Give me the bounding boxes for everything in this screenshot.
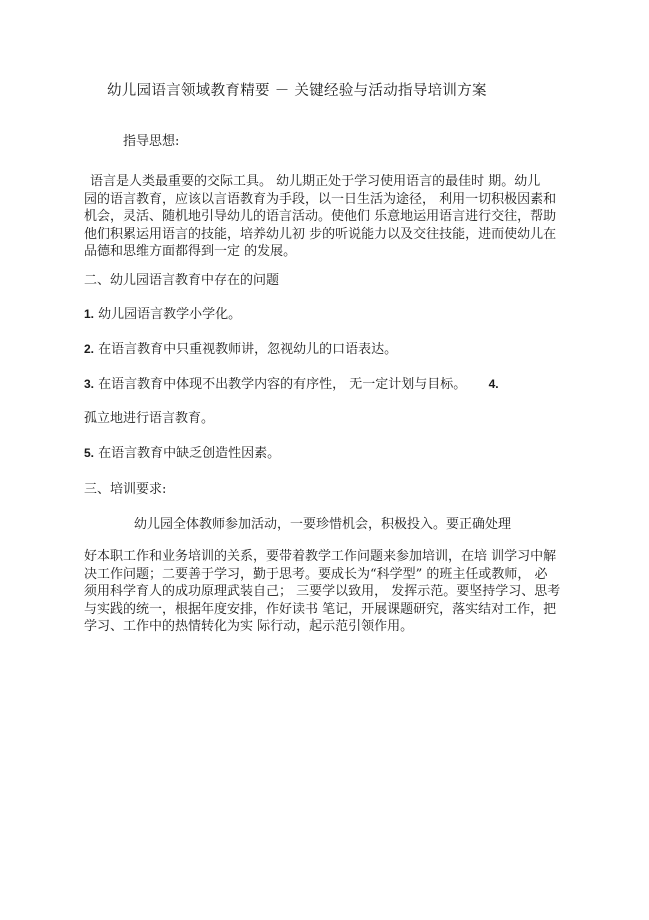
training-paragraph-line-5: 学习、工作中的热情转化为实 际行动，起示范引领作用。 <box>84 619 414 635</box>
guiding-paragraph-line-1: 语言是人类最重要的交际工具。 幼儿期正处于学习使用语言的最佳时 期。幼儿 <box>90 174 541 189</box>
problem-number: 3. <box>84 377 95 391</box>
problem-text: 幼儿园语言教学小学化。 <box>98 307 242 322</box>
training-paragraph-line-2: 决工作问题；二要善于学习，勤于思考。要成长为“科学型” 的班主任或教师， 必 <box>84 566 548 582</box>
training-intro: 幼儿园全体教师参加活动，一要珍惜机会，积极投入。要正确处理 <box>134 517 512 532</box>
problem-number: 1. <box>84 307 95 321</box>
training-paragraph-line-1: 好本职工作和业务培训的关系，要带着教学工作问题来参加培训，在培 训学习中解 <box>84 549 557 564</box>
training-paragraph-line-4: 与实践的统一，根据年度安排，作好读书 笔记，开展课题研究，落实结对工作，把 <box>84 601 557 617</box>
guiding-paragraph-line-2: 园的语言教育，应该以言语教育为手段，以一日生活为途径， 利用一切积极因素和 <box>84 191 557 207</box>
problem-text: 在语言教育中体现不出教学内容的有序性， 无一定计划与目标。 <box>98 377 467 392</box>
section-3-heading: 三、培训要求: <box>84 482 167 497</box>
guiding-paragraph-line-4: 他们积累运用语言的技能，培养幼儿初 步的听说能力以及交往技能，进而使幼儿在 <box>84 226 557 242</box>
guiding-paragraph-line-3: 机会，灵活、随机地引导幼儿的语言活动。使他们 乐意地运用语言进行交往，帮助 <box>84 209 557 225</box>
problem-number-4: 4. <box>488 377 499 391</box>
page-title: 幼儿园语言领域教育精要 － 关键经验与活动指导培训方案 <box>107 83 487 99</box>
problem-item-4-text: 孤立地进行语言教育。 <box>84 411 215 426</box>
problem-text: 在语言教育中缺乏创造性因素。 <box>98 446 281 461</box>
guiding-paragraph-line-5: 品德和思维方面都得到一定 的发展。 <box>84 244 297 260</box>
problem-item-2 <box>84 341 397 358</box>
section-2-heading: 二、幼儿园语言教育中存在的问题 <box>84 273 280 288</box>
problem-text: 在语言教育中只重视教师讲，忽视幼儿的口语表达。 <box>98 342 398 357</box>
training-paragraph-line-3: 须用科学育人的成功原理武装自己； 三要学以致用， 发挥示范。要坚持学习、思考 <box>84 584 561 600</box>
guiding-heading: 指导思想: <box>123 134 180 149</box>
problem-item-1 <box>84 306 241 323</box>
problem-number: 2. <box>84 342 95 356</box>
problem-item-5 <box>84 445 280 462</box>
problem-number: 5. <box>84 446 95 460</box>
problem-item-3 <box>84 376 499 393</box>
